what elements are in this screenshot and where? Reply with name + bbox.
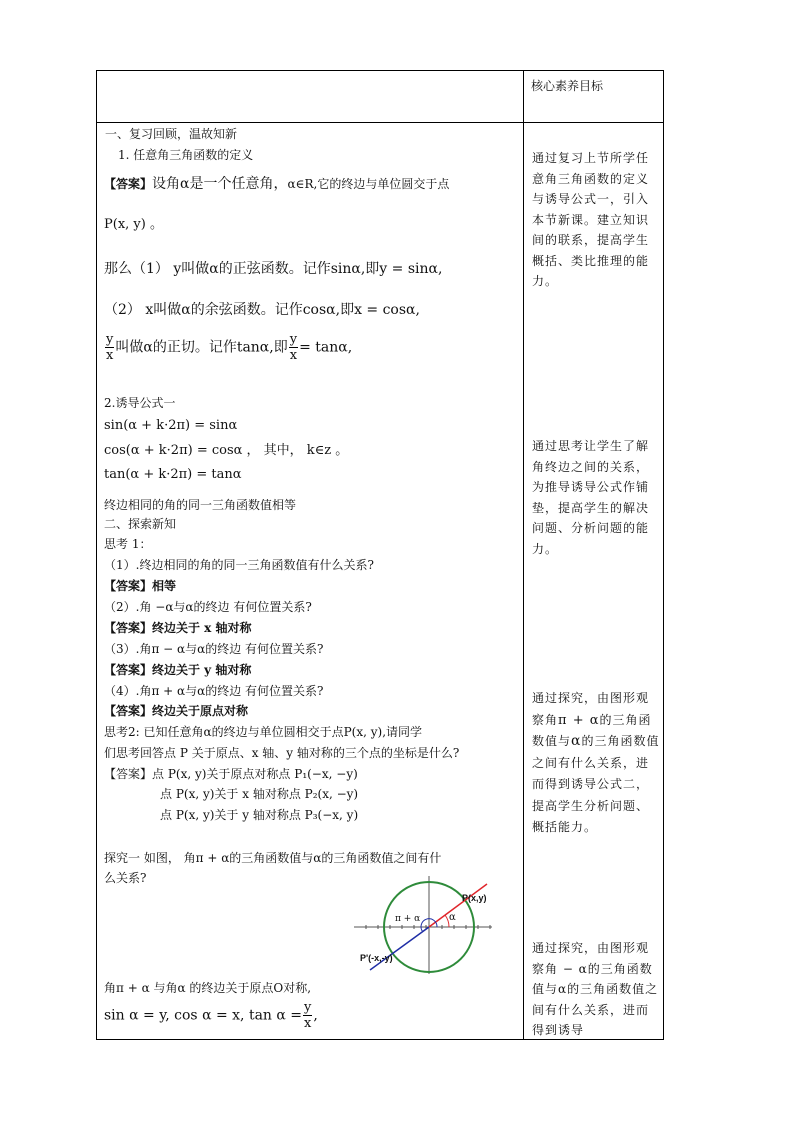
answer-1: 【答案】相等 xyxy=(104,579,177,593)
cosine-definition: （2） x叫做α的余弦函数。记作cosα,即x = cosα, xyxy=(104,302,420,318)
definition-line1: 【答案】设角α是一个任意角，α∈R,它的终边与单位圆交于点 xyxy=(104,176,450,192)
table-border-top xyxy=(96,70,664,71)
question-4: （4）.角π + α与α的终边 有何位置关系? xyxy=(104,684,324,698)
symmetric-point-y-axis: 点 P(x, y)关于 y 轴对称点 P₃(−x, y) xyxy=(160,808,359,822)
section1-item1: 1. 任意角三角函数的定义 xyxy=(118,148,254,162)
answer-4: 【答案】终边关于原点对称 xyxy=(104,704,249,718)
tangent-definition: $\frac{y}{x}$ 叫做α的正切。记作tanα,即 $\frac{y}{x}$ = tanα, xyxy=(106,332,353,363)
formula-cos: cos(α + k·2π) = cosα ， 其中， k∈z 。 xyxy=(104,443,349,458)
question-3: （3）.角π − α与α的终边 有何位置关系? xyxy=(104,642,324,656)
terminal-ray-alpha xyxy=(429,884,487,927)
terminal-ray-pi-plus-alpha xyxy=(370,927,429,970)
section2-heading: 二、探索新知 xyxy=(104,517,177,531)
goal-explore1: 通过探究，由图形观察角π + α的三角函数值与α的三角函数值之间有什么关系，进而得到诱导公式二，提高学生分析问题、概括能力。 xyxy=(532,691,660,834)
question-2: （2）.角 −α与α的终边 有何位置关系? xyxy=(104,600,312,614)
label-p-prime: P'(-x,-y) xyxy=(360,953,393,963)
goal-think: 通过思考让学生了解角终边之间的关系，为推导诱导公式作铺垫，提高学生的解决问题、分析问题的能力。 xyxy=(532,439,650,556)
answer-2: 【答案】终边关于 x 轴对称 xyxy=(104,621,252,635)
table-border-right xyxy=(663,70,664,1040)
explore1-line2: 么关系? xyxy=(104,871,147,885)
goal-review: 通过复习上节所学任意角三角函数的定义与诱导公式一，引入本节新课。建立知识间的联系，提高学生概括、类比推理的能力。 xyxy=(532,151,650,288)
label-alpha: α xyxy=(449,912,456,923)
table-border-divider xyxy=(523,70,524,1040)
symmetry-statement: 角π + α 与角α 的终边关于原点O对称, xyxy=(104,981,312,995)
think2-line2: 们思考回答点 P 关于原点、x 轴、y 轴对称的三个点的坐标是什么? xyxy=(104,746,460,760)
section2-title: 2.诱导公式一 xyxy=(104,396,176,410)
definition-line2: P(x, y) 。 xyxy=(104,217,163,232)
table-border-header-bottom xyxy=(96,122,664,123)
same-terminal-statement: 终边相同的角的同一三角函数值相等 xyxy=(104,498,297,512)
formula-sin: sin(α + k·2π) = sinα xyxy=(104,418,238,433)
label-p: P(x,y) xyxy=(462,893,487,903)
label-pi-plus-alpha: π + α xyxy=(395,914,421,924)
sine-definition: 那么（1） y叫做α的正弦函数。记作sinα,即y = sinα, xyxy=(104,261,443,277)
explore1-line1: 探究一 如图， 角π + α的三角函数值与α的三角函数值之间有什 xyxy=(104,851,442,865)
symmetric-point-origin: 【答案】点 P(x, y)关于原点对称点 P₁(−x, −y) xyxy=(104,767,358,781)
symmetric-point-x-axis: 点 P(x, y)关于 x 轴对称点 P₂(x, −y) xyxy=(160,787,359,801)
think2-line1: 思考2: 已知任意角α的终边与单位圆相交于点P(x, y),请同学 xyxy=(104,725,423,739)
goal-explore2: 通过探究，由图形观察角 − α的三角函数值与α的三角函数值之间有什么关系，进而得到诱导 xyxy=(532,941,659,1037)
unit-circle-figure xyxy=(352,876,512,976)
sin-cos-tan-values: sin α = y, cos α = x, tan α = $\frac{y}{x}$ , xyxy=(104,1000,318,1031)
question-1: （1）.终边相同的角的同一三角函数值有什么关系? xyxy=(104,558,374,572)
formula-tan: tan(α + k·2π) = tanα xyxy=(104,467,242,482)
goals-header: 核心素养目标 xyxy=(531,79,604,93)
table-border-left xyxy=(96,70,97,1040)
answer-3: 【答案】终边关于 y 轴对称 xyxy=(104,663,252,677)
think1-label: 思考 1： xyxy=(104,537,152,551)
section1-heading: 一、复习回顾，温故知新 xyxy=(105,127,238,141)
